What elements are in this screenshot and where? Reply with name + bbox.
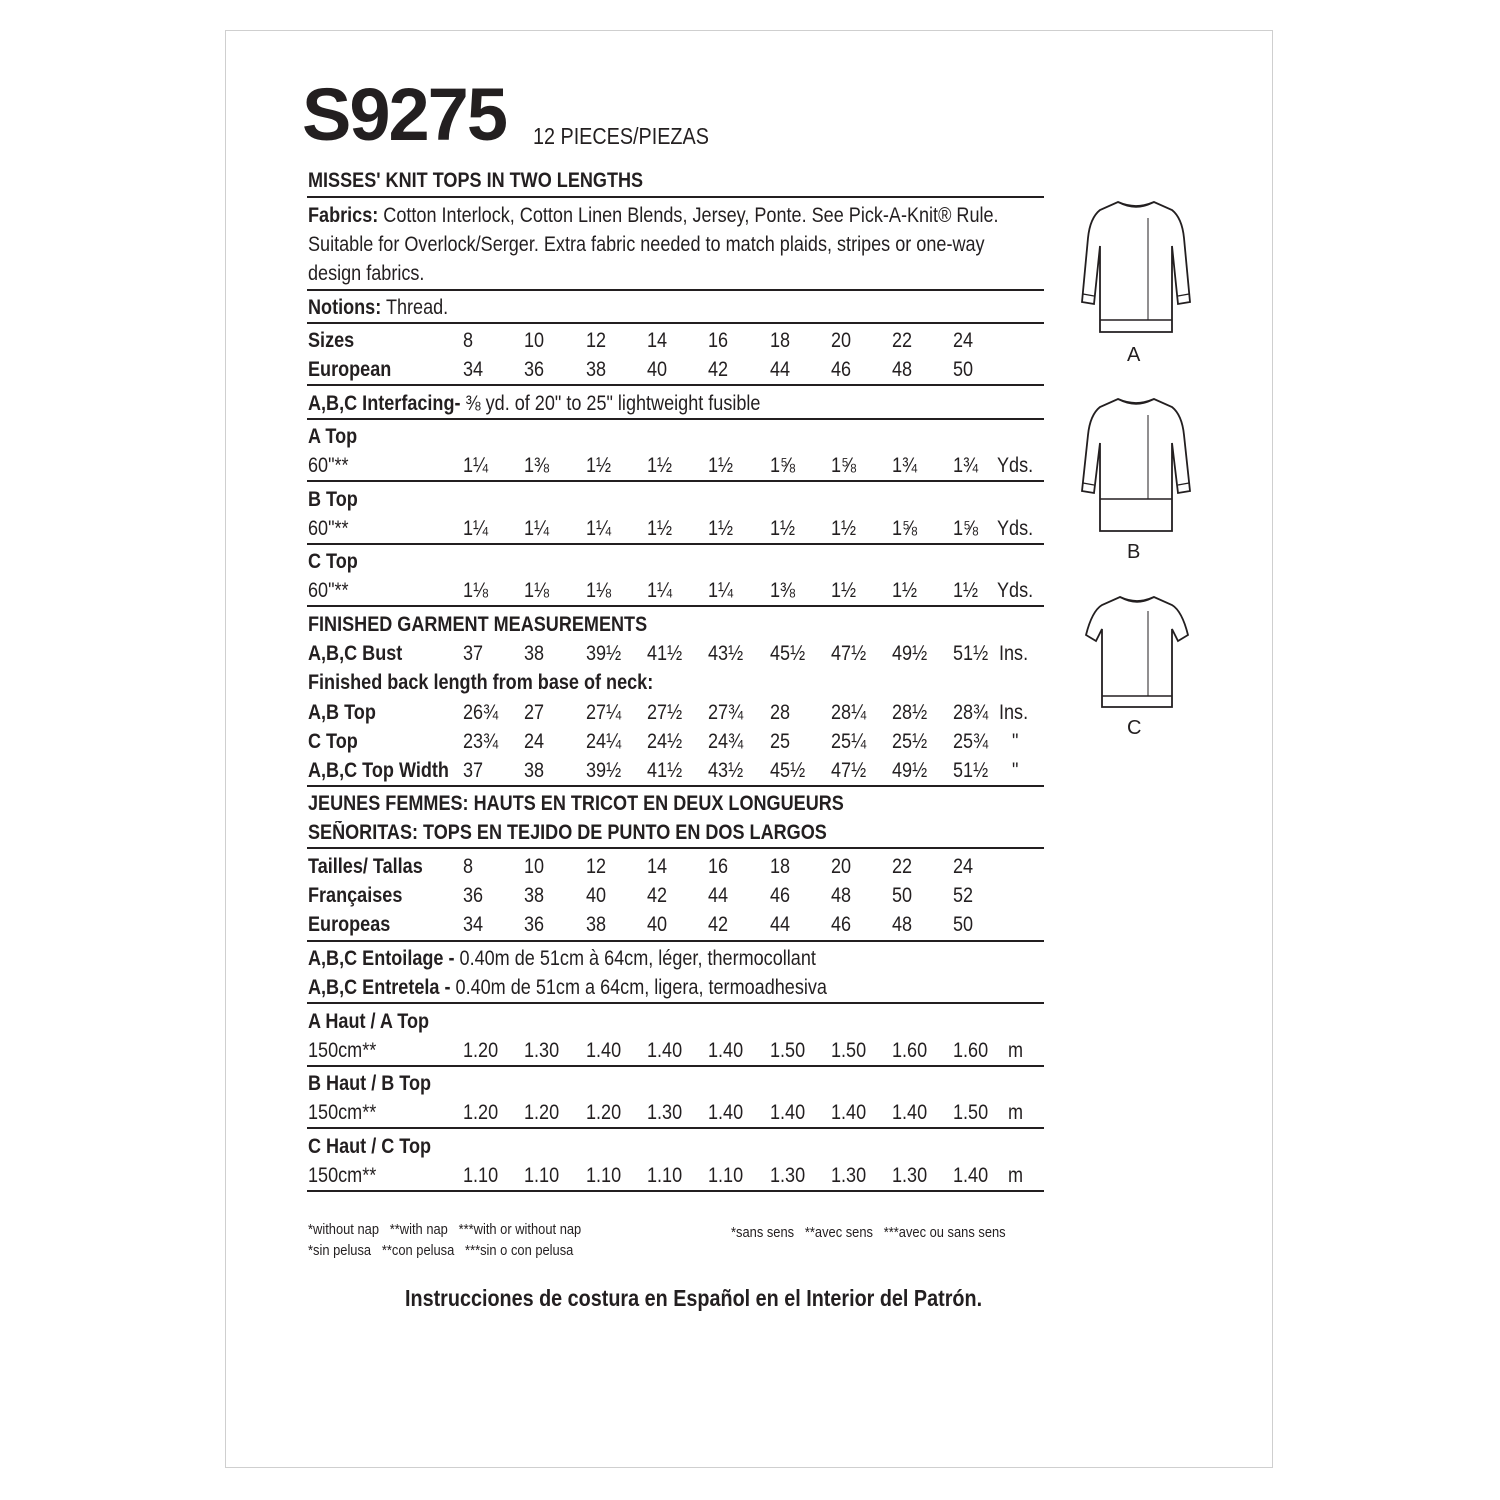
divider xyxy=(307,1002,1044,1004)
view-b-label: B xyxy=(1127,541,1141,563)
size-value-cell: 50 xyxy=(892,884,913,907)
interfacing-text: ⅜ yd. of 20" to 25" lightweight fusible xyxy=(465,392,761,415)
size-value-cell: 50 xyxy=(953,913,974,936)
size-value-cell: 24 xyxy=(953,329,974,352)
size-value-cell: 1½ xyxy=(770,517,796,540)
size-value-cell: 1½ xyxy=(586,454,612,477)
divider xyxy=(307,384,1044,386)
size-value-cell: 48 xyxy=(831,884,852,907)
size-value-cell: 41½ xyxy=(647,642,683,665)
size-value-cell: 1¼ xyxy=(463,454,489,477)
size-value-cell: 1⅜ xyxy=(524,454,550,477)
size-value-cell: 44 xyxy=(770,913,791,936)
size-value-cell: 1.50 xyxy=(770,1039,806,1062)
size-value-cell: 46 xyxy=(831,913,852,936)
view-a-sketch xyxy=(1078,198,1194,336)
size-value-cell: 20 xyxy=(831,329,852,352)
size-value-cell: 1.30 xyxy=(770,1164,806,1187)
fabrics-line-2: Suitable for Overlock/Serger. Extra fabric needed to match plaids, stripes or one-way xyxy=(308,233,985,256)
size-value-cell: 16 xyxy=(708,855,729,878)
size-value-cell: 14 xyxy=(647,855,668,878)
size-value-cell: 27 xyxy=(524,701,545,724)
size-value-cell: 50 xyxy=(953,358,974,381)
size-value-cell: 38 xyxy=(524,642,545,665)
size-value-cell: 24½ xyxy=(647,730,683,753)
size-value-cell: 1.40 xyxy=(892,1101,928,1124)
size-value-cell: 36 xyxy=(463,884,484,907)
entoilage-line xyxy=(308,948,816,969)
view-c-label: C xyxy=(1127,717,1142,739)
size-value-cell: 28 xyxy=(770,701,791,724)
entoilage-text: 0.40m de 51cm à 64cm, léger, thermocollant xyxy=(459,947,816,970)
size-value-cell: 43½ xyxy=(708,759,744,782)
unit-label: " xyxy=(1012,730,1019,753)
size-value-cell: 1.30 xyxy=(647,1101,683,1124)
size-value-cell: 49½ xyxy=(892,642,928,665)
size-value-cell: 1.40 xyxy=(708,1039,744,1062)
divider xyxy=(307,480,1044,482)
pieces-count: 12 PIECES/PIEZAS xyxy=(533,123,709,149)
entretela-text: 0.40m de 51cm a 64cm, ligera, termoadhesiva xyxy=(455,976,827,999)
size-value-cell: 24¾ xyxy=(708,730,744,753)
size-value-cell: 22 xyxy=(892,855,913,878)
size-value-cell: 1¾ xyxy=(953,454,979,477)
size-value-cell: 1½ xyxy=(831,579,857,602)
size-value-cell: 1½ xyxy=(708,454,734,477)
pattern-number: S9275 xyxy=(302,73,506,156)
size-value-cell: 40 xyxy=(647,358,668,381)
size-value-cell: 51½ xyxy=(953,759,989,782)
size-value-cell: 45½ xyxy=(770,759,806,782)
entretela-label: A,B,C Entretela - xyxy=(308,976,451,999)
size-value-cell: 10 xyxy=(524,855,545,878)
size-value-cell: 46 xyxy=(770,884,791,907)
divider xyxy=(307,543,1044,545)
size-value-cell: 14 xyxy=(647,329,668,352)
size-value-cell: 18 xyxy=(770,855,791,878)
view-a-label: A xyxy=(1127,344,1141,366)
pattern-title: MISSES' KNIT TOPS IN TWO LENGTHS xyxy=(308,169,644,192)
size-value-cell: 12 xyxy=(586,855,607,878)
back-length-heading: Finished back length from base of neck: xyxy=(308,671,654,694)
unit-label: Yds. xyxy=(997,517,1034,540)
top-c-width: 60"** xyxy=(308,579,349,602)
size-value-cell: 38 xyxy=(586,358,607,381)
fabrics-line-1 xyxy=(308,205,999,226)
entretela-line xyxy=(308,977,827,998)
top-c-label: C Top xyxy=(308,550,358,573)
size-value-cell: 8 xyxy=(463,855,474,878)
size-value-cell: 1.10 xyxy=(524,1164,560,1187)
notions-text: Thread. xyxy=(385,296,449,319)
size-value-cell: 1½ xyxy=(892,579,918,602)
francaises-label: Françaises xyxy=(308,884,403,907)
size-value-cell: 47½ xyxy=(831,642,867,665)
unit-label: " xyxy=(1012,759,1019,782)
size-value-cell: 1.40 xyxy=(831,1101,867,1124)
divider xyxy=(307,605,1044,607)
size-value-cell: 1.20 xyxy=(586,1101,622,1124)
unit-label: Ins. xyxy=(999,642,1029,665)
fabrics-text-1: Cotton Interlock, Cotton Linen Blends, Jersey, Ponte. See Pick-A-Knit® Rule. xyxy=(383,204,999,227)
size-value-cell: 27¾ xyxy=(708,701,744,724)
size-value-cell: 34 xyxy=(463,913,484,936)
size-value-cell: 1¾ xyxy=(892,454,918,477)
footnote-french: *sans sens **avec sens ***avec ou sans sens xyxy=(731,1224,1006,1241)
title-spanish: SEÑORITAS: TOPS EN TEJIDO DE PUNTO EN DOS LARGOS xyxy=(308,821,827,844)
top-a-width: 60"** xyxy=(308,454,349,477)
divider xyxy=(307,418,1044,420)
size-value-cell: 40 xyxy=(586,884,607,907)
size-value-cell: 1.20 xyxy=(524,1101,560,1124)
size-value-cell: 48 xyxy=(892,358,913,381)
size-value-cell: 1.60 xyxy=(892,1039,928,1062)
unit-label: Yds. xyxy=(997,454,1034,477)
haut-b-width: 150cm** xyxy=(308,1101,377,1124)
size-value-cell: 1.20 xyxy=(463,1101,499,1124)
footnote-spanish: *sin pelusa **con pelusa ***sin o con pelusa xyxy=(308,1242,574,1259)
size-value-cell: 51½ xyxy=(953,642,989,665)
size-value-cell: 26¾ xyxy=(463,701,499,724)
size-value-cell: 1½ xyxy=(708,517,734,540)
top-b-width: 60"** xyxy=(308,517,349,540)
interfacing-label: A,B,C Interfacing- xyxy=(308,392,461,415)
size-value-cell: 25¼ xyxy=(831,730,867,753)
unit-label: m xyxy=(1008,1164,1024,1187)
size-value-cell: 44 xyxy=(708,884,729,907)
fabrics-line-3: design fabrics. xyxy=(308,262,425,285)
view-b-sketch xyxy=(1078,395,1194,535)
size-value-cell: 20 xyxy=(831,855,852,878)
size-value-cell: 1.60 xyxy=(953,1039,989,1062)
view-c-sketch xyxy=(1082,593,1192,711)
size-value-cell: 42 xyxy=(708,913,729,936)
size-value-cell: 1½ xyxy=(831,517,857,540)
divider xyxy=(307,1190,1044,1192)
divider xyxy=(307,785,1044,787)
size-value-cell: 24 xyxy=(524,730,545,753)
size-value-cell: 1½ xyxy=(647,517,673,540)
top-a-label: A Top xyxy=(308,425,358,448)
size-value-cell: 22 xyxy=(892,329,913,352)
size-value-cell: 43½ xyxy=(708,642,744,665)
top-b-label: B Top xyxy=(308,488,358,511)
unit-label: Yds. xyxy=(997,579,1034,602)
size-value-cell: 36 xyxy=(524,913,545,936)
divider xyxy=(307,1065,1044,1067)
size-value-cell: 41½ xyxy=(647,759,683,782)
size-value-cell: 1⅝ xyxy=(892,517,918,540)
size-value-cell: 42 xyxy=(647,884,668,907)
size-value-cell: 18 xyxy=(770,329,791,352)
size-value-cell: 37 xyxy=(463,642,484,665)
size-value-cell: 1.50 xyxy=(831,1039,867,1062)
size-value-cell: 42 xyxy=(708,358,729,381)
ab-top-label: A,B Top xyxy=(308,701,376,724)
notions-line xyxy=(308,297,448,318)
haut-c-width: 150cm** xyxy=(308,1164,377,1187)
haut-b-label: B Haut / B Top xyxy=(308,1072,432,1095)
size-value-cell: 48 xyxy=(892,913,913,936)
size-value-cell: 38 xyxy=(586,913,607,936)
europeas-label: Europeas xyxy=(308,913,391,936)
bust-label: A,B,C Bust xyxy=(308,642,403,665)
size-value-cell: 1.20 xyxy=(463,1039,499,1062)
finished-heading: FINISHED GARMENT MEASUREMENTS xyxy=(308,613,648,636)
size-value-cell: 28¾ xyxy=(953,701,989,724)
size-value-cell: 38 xyxy=(524,759,545,782)
size-value-cell: 40 xyxy=(647,913,668,936)
size-value-cell: 45½ xyxy=(770,642,806,665)
divider xyxy=(307,322,1044,324)
size-value-cell: 1¼ xyxy=(647,579,673,602)
size-value-cell: 36 xyxy=(524,358,545,381)
size-value-cell: 1.50 xyxy=(953,1101,989,1124)
size-value-cell: 1⅛ xyxy=(463,579,489,602)
size-value-cell: 1.10 xyxy=(708,1164,744,1187)
size-value-cell: 46 xyxy=(831,358,852,381)
size-value-cell: 1⅛ xyxy=(586,579,612,602)
size-value-cell: 37 xyxy=(463,759,484,782)
haut-a-width: 150cm** xyxy=(308,1039,377,1062)
size-value-cell: 34 xyxy=(463,358,484,381)
size-value-cell: 24¼ xyxy=(586,730,622,753)
haut-a-label: A Haut / A Top xyxy=(308,1010,430,1033)
c-top-label: C Top xyxy=(308,730,358,753)
size-value-cell: 25¾ xyxy=(953,730,989,753)
size-value-cell: 1¼ xyxy=(708,579,734,602)
size-value-cell: 1.40 xyxy=(647,1039,683,1062)
footnote-english: *without nap **with nap ***with or without nap xyxy=(308,1221,582,1238)
title-french: JEUNES FEMMES: HAUTS EN TRICOT EN DEUX LONGUEURS xyxy=(308,792,844,815)
notions-label: Notions: xyxy=(308,296,382,319)
size-value-cell: 23¾ xyxy=(463,730,499,753)
size-value-cell: 12 xyxy=(586,329,607,352)
size-value-cell: 1¼ xyxy=(524,517,550,540)
size-value-cell: 1⅛ xyxy=(524,579,550,602)
unit-label: Ins. xyxy=(999,701,1029,724)
size-value-cell: 25½ xyxy=(892,730,928,753)
size-value-cell: 24 xyxy=(953,855,974,878)
size-value-cell: 1.30 xyxy=(524,1039,560,1062)
european-label: European xyxy=(308,358,392,381)
size-value-cell: 1.40 xyxy=(770,1101,806,1124)
size-value-cell: 49½ xyxy=(892,759,928,782)
size-value-cell: 28¼ xyxy=(831,701,867,724)
size-value-cell: 1⅝ xyxy=(831,454,857,477)
divider xyxy=(307,289,1044,291)
size-value-cell: 1½ xyxy=(647,454,673,477)
size-value-cell: 1.30 xyxy=(831,1164,867,1187)
divider xyxy=(307,196,1044,198)
interfacing-line xyxy=(308,393,760,414)
size-value-cell: 1.10 xyxy=(647,1164,683,1187)
size-value-cell: 28½ xyxy=(892,701,928,724)
size-value-cell: 1.30 xyxy=(892,1164,928,1187)
size-value-cell: 1⅝ xyxy=(770,454,796,477)
size-value-cell: 39½ xyxy=(586,642,622,665)
size-value-cell: 1.40 xyxy=(586,1039,622,1062)
size-value-cell: 1.10 xyxy=(586,1164,622,1187)
unit-label: m xyxy=(1008,1101,1024,1124)
fabrics-label: Fabrics: xyxy=(308,204,379,227)
divider xyxy=(307,847,1044,849)
size-value-cell: 39½ xyxy=(586,759,622,782)
haut-c-label: C Haut / C Top xyxy=(308,1135,432,1158)
size-value-cell: 27¼ xyxy=(586,701,622,724)
size-value-cell: 1.40 xyxy=(953,1164,989,1187)
size-value-cell: 1¼ xyxy=(586,517,612,540)
size-value-cell: 1.10 xyxy=(463,1164,499,1187)
size-value-cell: 27½ xyxy=(647,701,683,724)
size-value-cell: 38 xyxy=(524,884,545,907)
divider xyxy=(307,940,1044,942)
size-value-cell: 1⅝ xyxy=(953,517,979,540)
size-value-cell: 47½ xyxy=(831,759,867,782)
spanish-instructions-note: Instrucciones de costura en Español en el Interior del Patrón. xyxy=(405,1285,983,1311)
size-value-cell: 8 xyxy=(463,329,474,352)
size-value-cell: 44 xyxy=(770,358,791,381)
entoilage-label: A,B,C Entoilage - xyxy=(308,947,455,970)
size-value-cell: 25 xyxy=(770,730,791,753)
size-value-cell: 1.40 xyxy=(708,1101,744,1124)
size-value-cell: 52 xyxy=(953,884,974,907)
size-value-cell: 1⅜ xyxy=(770,579,796,602)
sizes-label: Sizes xyxy=(308,329,355,352)
divider xyxy=(307,1127,1044,1129)
size-value-cell: 1½ xyxy=(953,579,979,602)
top-width-label: A,B,C Top Width xyxy=(308,759,449,782)
size-value-cell: 10 xyxy=(524,329,545,352)
tailles-label: Tailles/ Tallas xyxy=(308,855,423,878)
size-value-cell: 1¼ xyxy=(463,517,489,540)
unit-label: m xyxy=(1008,1039,1024,1062)
size-value-cell: 16 xyxy=(708,329,729,352)
